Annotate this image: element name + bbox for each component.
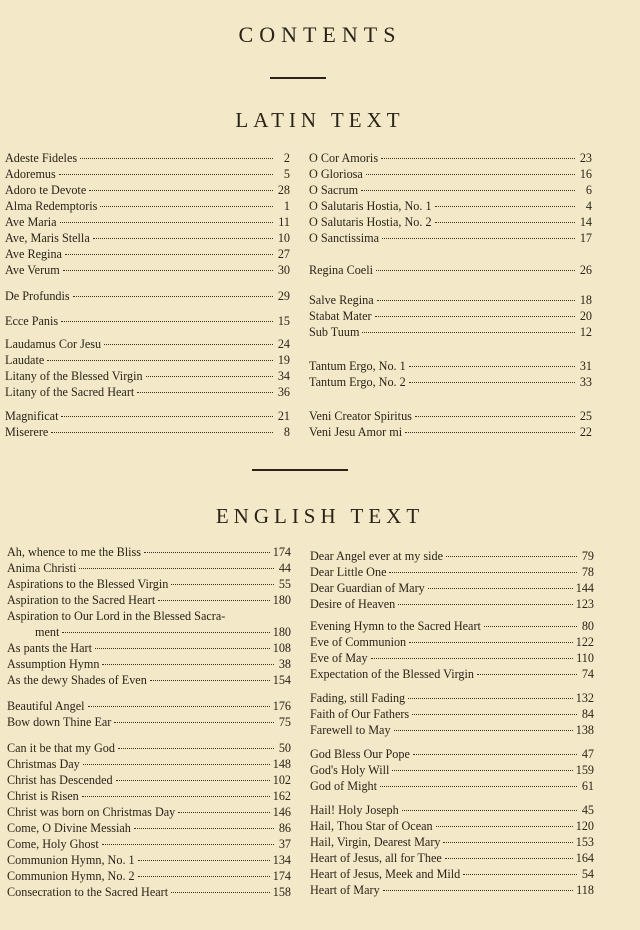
dot-leader [100,206,273,207]
dot-leader [150,680,270,681]
entry-title: Adoro te Devote [5,183,87,197]
dot-leader [428,588,573,589]
toc-entry [310,722,594,738]
dot-leader [392,770,572,771]
toc-entry [310,882,594,898]
toc-entry [7,772,291,788]
toc-entry [310,802,594,818]
toc-entry [5,288,290,304]
entry-title: Litany of the Sacred Heart [5,385,135,399]
toc-entry [310,580,594,596]
entry-title: Dear Little One [310,565,387,579]
dot-leader [398,604,572,605]
page-number: 21 [277,409,290,423]
page-number: 33 [579,375,592,389]
page-number: 31 [579,359,592,373]
dot-leader [102,844,274,845]
page-number: 158 [272,885,291,899]
page-number: 138 [575,723,594,737]
toc-entry [310,634,594,650]
page-number: 25 [579,409,592,423]
dot-leader [79,568,274,569]
entry-title: Ave Regina [5,247,62,261]
dot-leader [377,300,575,301]
page-number: 11 [278,215,290,229]
entry-title: Hail! Holy Joseph [310,803,399,817]
entry-title: Heart of Jesus, Meek and Mild [310,867,461,881]
entry-title: Ave Maria [5,215,57,229]
dot-leader [65,254,273,255]
page-number: 1 [283,199,290,213]
page-number: 144 [575,581,594,595]
entry-title: Stabat Mater [309,309,372,323]
entry-title: O Cor Amoris [309,151,379,165]
page-number: 79 [581,549,594,563]
toc-entry [7,672,291,688]
dot-leader [80,158,273,159]
entry-title: Regina Coeli [309,263,373,277]
entry-title: Christmas Day [7,757,80,771]
english-heading: ENGLISH TEXT [215,504,425,528]
page-number: 22 [579,425,592,439]
dot-leader [102,664,274,665]
page-number: 132 [575,691,594,705]
entry-title: Christ has Descended [7,773,113,787]
entry-title: Laudamus Cor Jesu [5,337,102,351]
toc-entry [310,548,594,564]
toc-entry [7,576,291,592]
entry-title: Come, Holy Ghost [7,837,99,851]
toc-entry [5,230,290,246]
entry-title: O Salutaris Hostia, No. 1 [309,199,432,213]
entry-title: Fading, still Fading [310,691,406,705]
page-number: 2 [283,151,290,165]
page-number: 174 [272,545,291,559]
toc-entry [7,544,291,560]
page-number: 18 [579,293,592,307]
dot-leader [409,382,575,383]
page-number: 176 [272,699,291,713]
dot-leader [382,238,575,239]
dot-leader [171,584,274,585]
toc-entry [310,690,594,706]
dot-leader [375,316,575,317]
dot-leader [402,810,577,811]
toc-entry [309,358,592,374]
entry-title: Can it be that my God [7,741,115,755]
dot-leader [435,206,575,207]
page-number: 180 [272,593,291,607]
dot-leader [409,366,575,367]
entry-title: Ave Verum [5,263,60,277]
dot-leader [88,706,270,707]
page-number: 164 [575,851,594,865]
entry-title: Ecce Panis [5,314,59,328]
toc-entry [310,564,594,580]
page-number: 34 [277,369,290,383]
toc-entry [5,246,290,262]
dot-leader [89,190,273,191]
page-number: 75 [278,715,291,729]
entry-title: Miserere [5,425,49,439]
page-number: 10 [277,231,290,245]
toc-entry [7,592,291,608]
toc-entry [309,408,592,424]
dot-leader [116,780,270,781]
dot-leader [436,826,573,827]
toc-entry [309,262,592,278]
toc-entry [309,198,592,214]
entry-title: Aspiration to Our Lord in the Blessed Sacra- [7,609,226,623]
page-number: 123 [575,597,594,611]
dot-leader [361,190,575,191]
entry-title: Consecration to the Sacred Heart [7,885,169,899]
entry-title: Salve Regina [309,293,374,307]
page-number: 29 [277,289,290,303]
page-number: 36 [277,385,290,399]
dot-leader [405,432,575,433]
entry-title: Dear Angel ever at my side [310,549,443,563]
entry-title: Christ was born on Christmas Day [7,805,176,819]
page-number: 146 [272,805,291,819]
entry-title: Heart of Mary [310,883,380,897]
toc-entry [7,836,291,852]
page-number: 86 [278,821,291,835]
toc-entry [7,804,291,820]
dot-leader [409,642,573,643]
page-number: 80 [581,619,594,633]
page-number: 61 [581,779,594,793]
toc-entry [7,656,291,672]
toc-entry [310,666,594,682]
toc-entry [5,182,290,198]
page-number: 102 [272,773,291,787]
page-number: 78 [581,565,594,579]
entry-title: O Sacrum [309,183,359,197]
toc-entry [310,596,594,612]
dot-leader [62,632,269,633]
page-number: 120 [575,819,594,833]
dot-leader [412,714,577,715]
entry-title: God's Holy Will [310,763,390,777]
dot-leader [138,860,270,861]
dot-leader [383,890,573,891]
toc-entry [7,698,291,714]
page-number: 55 [278,577,291,591]
page-number: 26 [579,263,592,277]
entry-title: O Salutaris Hostia, No. 2 [309,215,432,229]
toc-entry [7,868,291,884]
entry-title: O Gloriosa [309,167,363,181]
page-number: 12 [579,325,592,339]
page-title: CONTENTS [238,22,402,47]
toc-entry [310,746,594,762]
entry-title: Veni Creator Spiritus [309,409,412,423]
page-number: 154 [272,673,291,687]
entry-title: Eve of Communion [310,635,407,649]
page-number: 37 [278,837,291,851]
toc-entry [5,198,290,214]
entry-title: Farewell to May [310,723,391,737]
toc-entry [7,852,291,868]
entry-title: Eve of May [310,651,368,665]
toc-entry [309,214,592,230]
entry-title: Expectation of the Blessed Virgin [310,667,474,681]
entry-title: O Sanctissima [309,231,380,245]
dot-leader [104,344,273,345]
toc-entry [309,424,592,440]
entry-title: Litany of the Blessed Virgin [5,369,143,383]
page-number: 134 [272,853,291,867]
section-rule [252,469,348,471]
dot-leader [171,892,270,893]
dot-leader [366,174,575,175]
page-number: 17 [579,231,592,245]
entry-title: Ave, Maris Stella [5,231,90,245]
page-number: 4 [585,199,592,213]
toc-entry [309,182,592,198]
dot-leader [118,748,274,749]
page-number: 19 [277,353,290,367]
entry-title: Laudate [5,353,45,367]
entry-title: God of Might [310,779,378,793]
toc-entry [5,166,290,182]
page-number: 74 [581,667,594,681]
page-number: 148 [272,757,291,771]
toc-entry [7,640,291,656]
toc-entry [310,706,594,722]
dot-leader [435,222,575,223]
dot-leader [59,174,273,175]
entry-title: Bow down Thine Ear [7,715,112,729]
dot-leader [134,828,274,829]
entry-title: Tantum Ergo, No. 2 [309,375,406,389]
entry-title: ment [35,625,60,639]
toc-entry [309,230,592,246]
toc-entry [5,368,290,384]
entry-title: Evening Hymn to the Sacred Heart [310,619,481,633]
entry-title: God Bless Our Pope [310,747,410,761]
entry-title: Dear Guardian of Mary [310,581,425,595]
toc-entry [5,336,290,352]
page-number: 6 [585,183,592,197]
title-rule [270,77,326,79]
dot-leader [61,416,273,417]
page-number: 159 [575,763,594,777]
dot-leader [443,842,572,843]
toc-entry [7,608,291,624]
entry-title: Beautiful Angel [7,699,85,713]
dot-leader [389,572,577,573]
dot-leader [413,754,577,755]
page-number: 110 [576,651,594,665]
entry-title: As pants the Hart [7,641,92,655]
entry-title: Christ is Risen [7,789,79,803]
dot-leader [60,222,273,223]
entry-title: Adeste Fideles [5,151,78,165]
toc-entry [7,788,291,804]
dot-leader [146,376,273,377]
entry-title: Hail, Thou Star of Ocean [310,819,433,833]
toc-entry [7,884,291,900]
entry-title: Desire of Heaven [310,597,396,611]
page-number: 174 [272,869,291,883]
page-number: 122 [575,635,594,649]
toc-entry [5,352,290,368]
page-number: 30 [277,263,290,277]
toc-entry [5,150,290,166]
dot-leader [371,658,574,659]
dot-leader [158,600,269,601]
dot-leader [61,321,273,322]
dot-leader [138,876,270,877]
dot-leader [95,648,270,649]
page-number: 16 [579,167,592,181]
entry-title: Veni Jesu Amor mi [309,425,403,439]
dot-leader [376,270,575,271]
toc-entry [310,618,594,634]
entry-title: Faith of Our Fathers [310,707,410,721]
page-number: 180 [272,625,291,639]
dot-leader [83,764,270,765]
toc-entry [7,740,291,756]
entry-title: Communion Hymn, No. 1 [7,853,135,867]
entry-title: Sub Tuum [309,325,360,339]
dot-leader [415,416,575,417]
page-number: 47 [581,747,594,761]
dot-leader [380,786,577,787]
dot-leader [114,722,274,723]
toc-entry [5,214,290,230]
page-number: 15 [277,314,290,328]
page-number: 20 [579,309,592,323]
entry-title: De Profundis [5,289,70,303]
entry-title: Alma Redemptoris [5,199,98,213]
toc-entry [310,650,594,666]
dot-leader [408,698,573,699]
page-number: 162 [272,789,291,803]
entry-title: Anima Christi [7,561,77,575]
page-number: 8 [283,425,290,439]
dot-leader [446,556,577,557]
page-number: 5 [283,167,290,181]
entry-title: Assumption Hymn [7,657,100,671]
page-number: 14 [579,215,592,229]
toc-entry [309,374,592,390]
toc-entry [309,324,592,340]
entry-title: Adoremus [5,167,56,181]
entry-title: Tantum Ergo, No. 1 [309,359,406,373]
toc-entry [5,424,290,440]
dot-leader [362,332,575,333]
dot-leader [381,158,575,159]
toc-entry [310,866,594,882]
dot-leader [82,796,270,797]
page-number: 45 [581,803,594,817]
toc-entry [5,313,290,329]
toc-entry [310,850,594,866]
entry-title: Ah, whence to me the Bliss [7,545,142,559]
page-number: 108 [272,641,291,655]
toc-entry [310,762,594,778]
page-number: 50 [278,741,291,755]
dot-leader [137,392,273,393]
page-number: 84 [581,707,594,721]
toc-entry [309,292,592,308]
toc-entry [7,820,291,836]
dot-leader [484,626,577,627]
toc-entry [309,150,592,166]
page-number: 28 [277,183,290,197]
dot-leader [463,874,577,875]
toc-entry [310,834,594,850]
page-number: 153 [575,835,594,849]
dot-leader [63,270,273,271]
dot-leader [47,360,273,361]
latin-heading: LATIN TEXT [235,108,405,132]
page-number: 44 [278,561,291,575]
toc-entry [5,384,290,400]
page-number: 27 [277,247,290,261]
entry-title: Heart of Jesus, all for Thee [310,851,442,865]
toc-entry [309,308,592,324]
toc-entry [309,166,592,182]
page-number: 23 [579,151,592,165]
dot-leader [51,432,273,433]
toc-entry [7,624,291,640]
toc-entry [5,408,290,424]
entry-title: Come, O Divine Messiah [7,821,131,835]
page-number: 54 [581,867,594,881]
dot-leader [93,238,273,239]
entry-title: Magnificat [5,409,59,423]
toc-entry [5,262,290,278]
toc-entry [7,714,291,730]
dot-leader [445,858,573,859]
dot-leader [178,812,269,813]
entry-title: Communion Hymn, No. 2 [7,869,135,883]
page-number: 118 [576,883,594,897]
page-number: 38 [278,657,291,671]
dot-leader [144,552,270,553]
dot-leader [73,296,273,297]
toc-entry [7,560,291,576]
dot-leader [477,674,577,675]
dot-leader [394,730,573,731]
entry-title: Aspiration to the Sacred Heart [7,593,156,607]
entry-title: Hail, Virgin, Dearest Mary [310,835,441,849]
entry-title: Aspirations to the Blessed Virgin [7,577,169,591]
entry-title: As the dewy Shades of Even [7,673,147,687]
toc-entry [310,778,594,794]
toc-entry [310,818,594,834]
page-number: 24 [277,337,290,351]
toc-entry [7,756,291,772]
